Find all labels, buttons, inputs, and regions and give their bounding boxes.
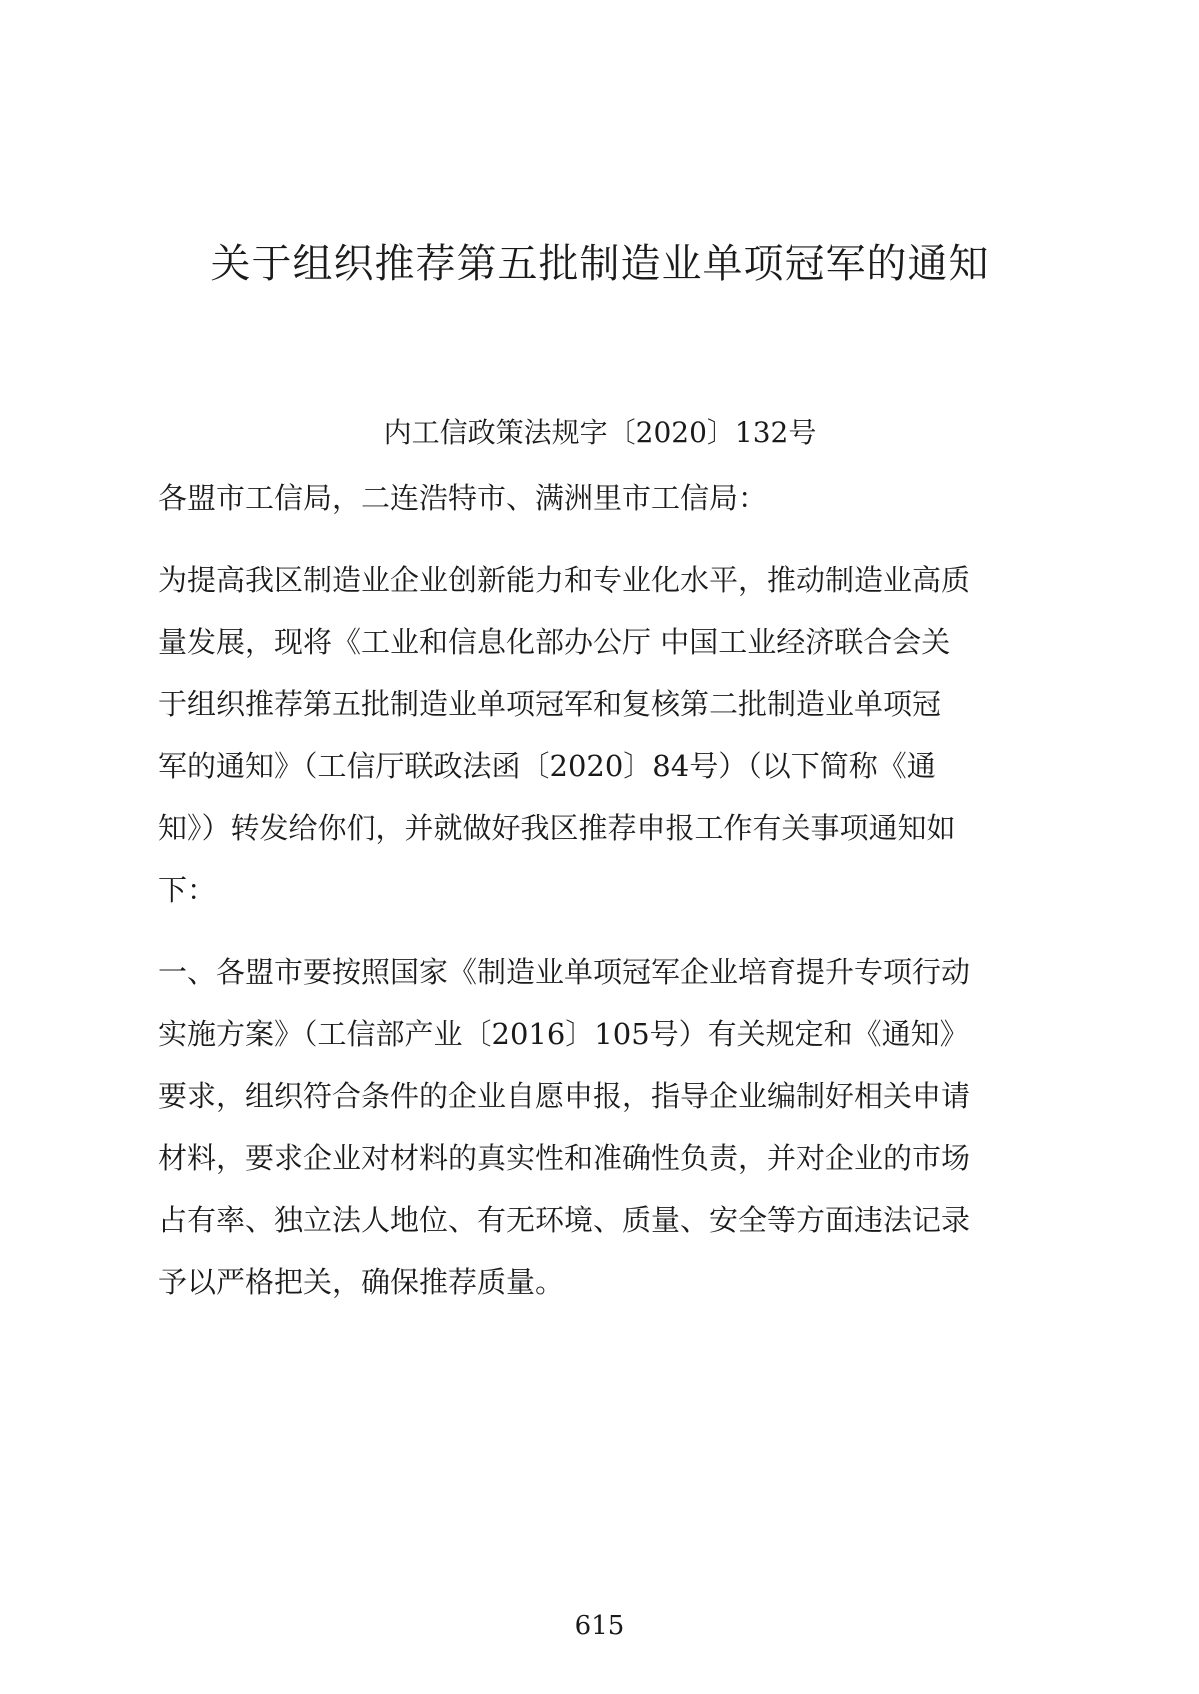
paragraph2-line: 实施方案》（工信部产业〔2016〕105号）有关规定和《通知》 (158, 1017, 969, 1051)
paragraph1-line: 知》）转发给你们，并就做好我区推荐申报工作有关事项通知如 (158, 811, 956, 845)
paragraph2-line: 材料，要求企业对材料的真实性和准确性负责，并对企业的市场 (158, 1141, 971, 1175)
document-title: 关于组织推荐第五批制造业单项冠军的通知 (210, 241, 990, 287)
page-number: 615 (574, 1611, 625, 1641)
paragraph1-line: 下： (158, 873, 217, 907)
document-number: 内工信政策法规字〔2020〕132号 (383, 416, 817, 449)
salutation: 各盟市工信局，二连浩特市、满洲里市工信局： (158, 481, 768, 515)
paragraph2-line: 一、各盟市要按照国家《制造业单项冠军企业培育提升专项行动 (158, 955, 971, 989)
paragraph1-line: 于组织推荐第五批制造业单项冠军和复核第二批制造业单项冠 (158, 687, 942, 721)
paragraph1-line: 量发展，现将《工业和信息化部办公厅 中国工业经济联合会关 (158, 625, 951, 659)
paragraph2-line: 占有率、独立法人地位、有无环境、质量、安全等方面违法记录 (158, 1203, 971, 1237)
paragraph1-line: 军的通知》（工信厅联政法函〔2020〕84号）（以下简称《通 (158, 749, 936, 783)
paragraph2-line: 予以严格把关，确保推荐质量。 (158, 1265, 565, 1299)
paragraph2-line: 要求，组织符合条件的企业自愿申报，指导企业编制好相关申请 (158, 1079, 971, 1113)
paragraph1-line: 为提高我区制造业企业创新能力和专业化水平，推动制造业高质 (158, 563, 971, 597)
